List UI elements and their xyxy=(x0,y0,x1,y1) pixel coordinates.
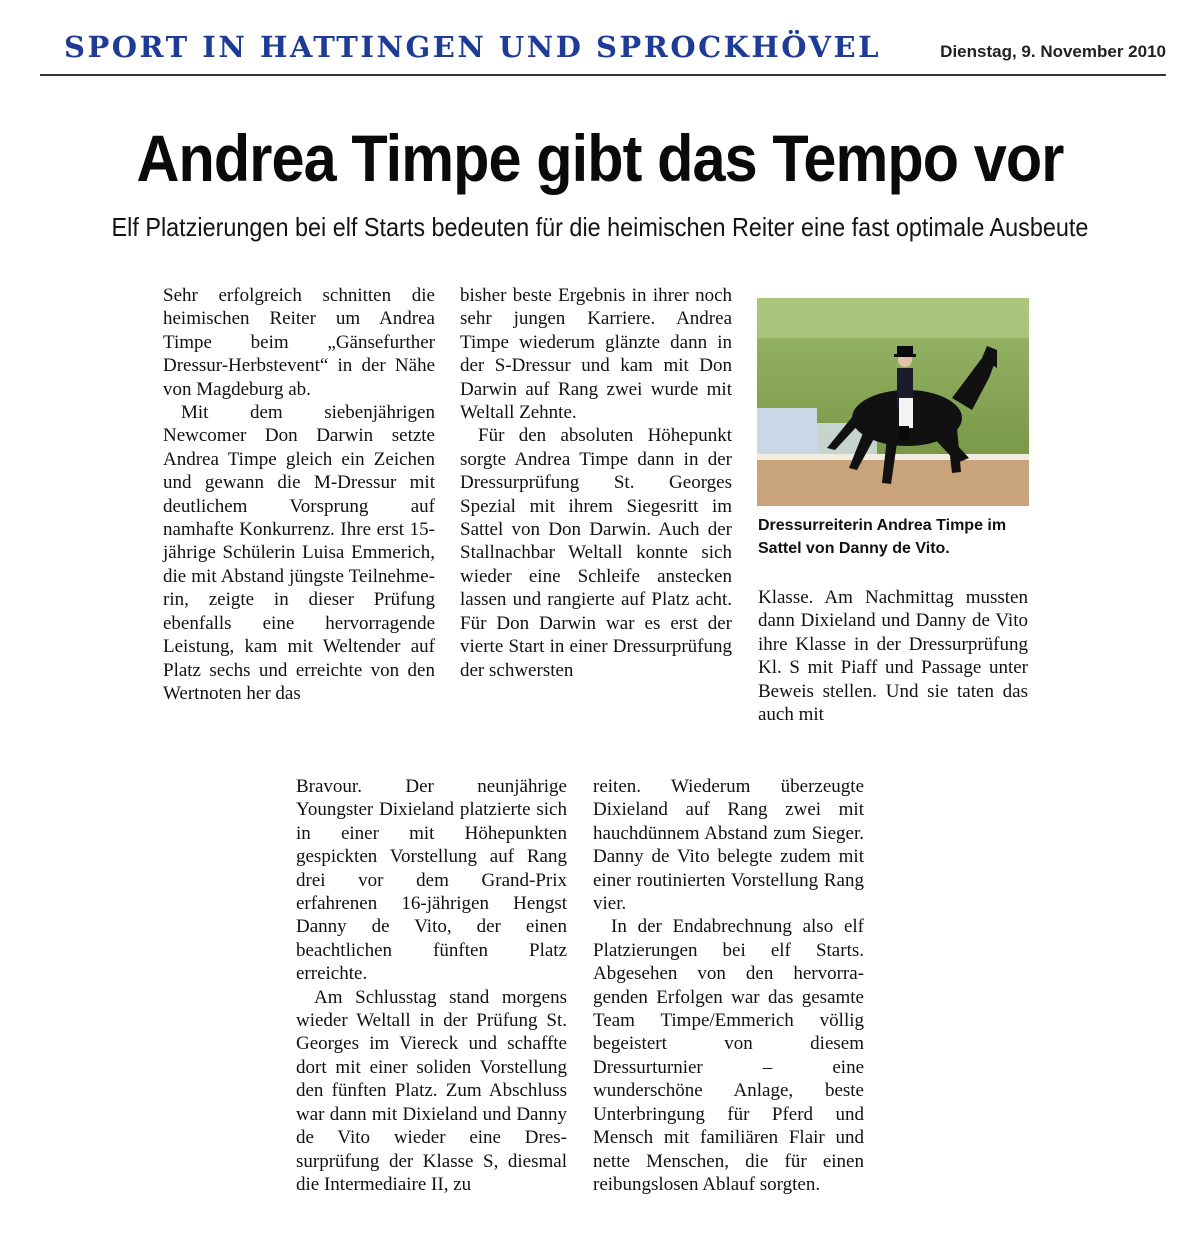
paragraph: reiten. Wiederum überzeugte Dixieland auf Rang zwei mit hauchdünnem Abstand zum Sieger. Danny de Vito belegte zudem mit einer routinierten Vorstellung Rang vier. xyxy=(593,776,864,915)
paragraph: In der Endabrechnung also elf Platzierungen bei elf Starts. Abgesehen von den hervorragenden Erfolgen war das gesamte Team Timpe/Emmerich völlig begeistert von diesem Dressurturnier – eine wunderschöne Anlage, beste Unterbringung für Pferd und Mensch mit familiären Flair und nette Menschen, die für einen reibungslosen Ablauf sorgten. xyxy=(593,916,864,1195)
article-column-3 xyxy=(758,586,1028,726)
paragraph: Für den absoluten Höhepunkt sorgte Andrea Timpe dann in der Dressurprüfung St. Georges Spezial mit ihrem Siegesritt im Sattel von Don Darwin. Auch der Stallnachbar Weltall konnte sich wieder eine Schleife anstecken lassen und rangierte auf Platz acht. Für Don Darwin war es erst der vierte Start in einer Dressurprüfung der schwersten xyxy=(460,425,732,681)
photo-caption: Dressurreiterin Andrea Timpe im Sattel von Danny de Vito. xyxy=(758,517,1007,557)
article-column-2 xyxy=(460,284,732,682)
dressage-photo xyxy=(757,298,1029,506)
paragraph: Mit dem siebenjährigen Newcomer Don Darwin setzte Andrea Timpe gleich ein Zeichen und gewann die M-Dressur mit deutlichem Vorsprung auf namhafte Konkurrenz. Ihre erst 15-jährige Schülerin Luisa Emmerich, die mit Abstand jüngste Teilnehmerin, zeigte in dieser Prüfung ebenfalls eine hervorragende Leistung, kam mit Weltender auf Platz sechs und erreichte von den Wertnoten her das xyxy=(163,402,435,704)
paragraph: Klasse. Am Nachmittag mussten dann Dixieland und Danny de Vito ihre Klasse in der Dressurprüfung Kl. S mit Piaff und Passage unter Beweis stellen. Und sie taten das auch mit xyxy=(758,587,1028,726)
article-column-5 xyxy=(593,775,864,1196)
header-rule xyxy=(40,74,1166,76)
paragraph: Bravour. Der neunjährige Youngster Dixieland platzierte sich in einer mit Höhepunkten gespickten Vorstellung auf Rang drei vor dem Grand-Prix erfahrenen 16-jährigen Hengst Danny de Vito, der einen beachtlichen fünften Platz erreichte. xyxy=(296,776,567,985)
section-title: SPORT IN HATTINGEN UND SPROCKHÖVEL xyxy=(64,30,882,64)
paragraph: Sehr erfolgreich schnitten die heimischen Reiter um Andrea Timpe beim „Gänsefurther Dressur-Herbstevent“ in der Nähe von Magdeburg ab. xyxy=(163,285,435,400)
paragraph: Am Schlusstag stand morgens wieder Weltall in der Prüfung St. Georges im Viereck und schaffte dort mit einer soliden Vorstellung den fünften Platz. Zum Abschluss war dann mit Dixieland und Danny de Vito wieder eine Dressurprüfung der Klasse S, diesmal die Intermediaire II, zu xyxy=(296,986,567,1195)
article-column-1 xyxy=(163,284,435,705)
issue-date: Dienstag, 9. November 2010 xyxy=(940,42,1166,61)
article-headline: Andrea Timpe gibt das Tempo vor xyxy=(136,121,1064,195)
article-column-4 xyxy=(296,775,567,1196)
dressage-horse-rider-image xyxy=(757,298,1029,506)
article-subheadline: Elf Platzierungen bei elf Starts bedeuten für die heimischen Reiter eine fast optimale Ausbeute xyxy=(111,212,1089,242)
paragraph: bisher beste Ergebnis in ihrer noch sehr jungen Karriere. Andrea Timpe wiederum glänzte dann in der S-Dressur und kam mit Don Darwin auf Rang zwei wurde mit Weltall Zehnte. xyxy=(460,285,732,424)
